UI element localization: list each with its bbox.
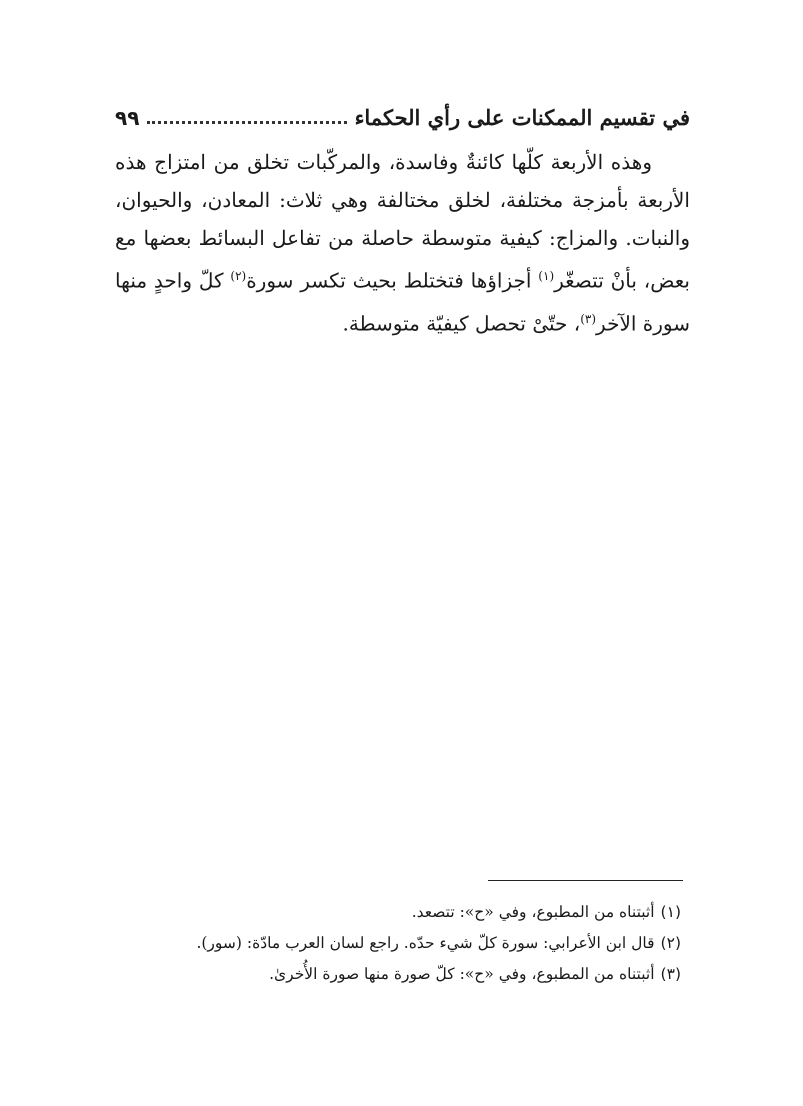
text-segment: ، حتّىْ تحصل كيفيّة متوسطة. <box>342 311 581 336</box>
leader-dots <box>147 120 346 124</box>
footnote-text: أثبتناه من المطبوع، وفي «ح»: تتصعد. <box>411 903 655 921</box>
running-header <box>115 100 690 136</box>
footnote-separator <box>488 880 683 881</box>
footnote-ref: (١) <box>538 269 555 283</box>
footnote-mark: (٣) <box>660 965 681 983</box>
text-segment: كلّ واحدٍ منها سورة الآخر <box>115 268 690 336</box>
page-number: ٩٩ <box>115 106 140 130</box>
footnote-text: قال ابن الأعرابي: سورة كلّ شيء حدّه. راجع لسان العرب مادّة: (سور). <box>196 934 655 952</box>
footnotes <box>115 897 681 990</box>
text-segment: أجزاؤها فتختلط بحيث تكسر سورة <box>246 268 539 293</box>
footnote <box>115 928 681 959</box>
footnote-ref: (٢) <box>230 269 247 283</box>
footnote-text: أثبتناه من المطبوع، وفي «ح»: كلّ صورة منها صورة الأُخرىٰ. <box>269 965 655 983</box>
footnote-mark: (١) <box>660 903 681 921</box>
footnote-mark: (٢) <box>660 934 681 952</box>
main-text <box>115 143 690 342</box>
footnote <box>115 959 681 990</box>
chapter-title: في تقسيم الممكنات على رأي الحكماء <box>354 105 690 130</box>
footnote <box>115 897 681 928</box>
text-segment: وهذه الأربعة كلّها كائنةٌ وفاسدة، والمركّبات تخلق من امتزاج هذه الأربعة بأمزجة مختلفة، لخلق مختالفة وهي ثلاث: المعادن، والحيوان، والنبات. والمزاج: كيفية متوسطة حاصلة من تفاعل البسائط بعضها مع بعض، بأنْ تتصغّر <box>115 150 690 293</box>
paragraph <box>115 143 690 342</box>
footnote-ref: (٣) <box>580 311 597 326</box>
